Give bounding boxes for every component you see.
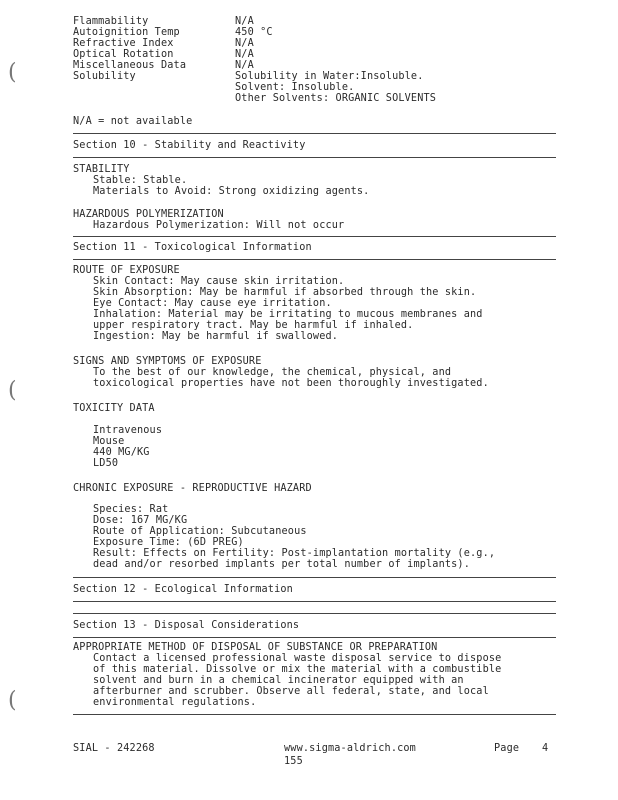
section-rule xyxy=(73,714,556,715)
section-rule xyxy=(73,236,556,237)
section-rule xyxy=(73,577,556,578)
section-header: Section 10 - Stability and Reactivity xyxy=(73,140,306,151)
section-rule xyxy=(73,637,556,638)
section-rule xyxy=(73,613,556,614)
property-label: Autoignition Temp xyxy=(73,27,180,38)
section-header: Section 12 - Ecological Information xyxy=(73,584,293,595)
body-text: toxicological properties have not been thoroughly investigated. xyxy=(93,378,489,389)
property-label: Optical Rotation xyxy=(73,49,174,60)
body-text: afterburner and scrubber. Observe all federal, state, and local xyxy=(93,686,489,697)
body-text: of this material. Dissolve or mix the material with a combustible xyxy=(93,664,502,675)
body-text: Dose: 167 MG/KG xyxy=(93,515,188,526)
section-rule xyxy=(73,259,556,260)
body-text: Mouse xyxy=(93,436,125,447)
subsection-title: APPROPRIATE METHOD OF DISPOSAL OF SUBSTANCE OR PREPARATION xyxy=(73,642,438,653)
body-text: Exposure Time: (6D PREG) xyxy=(93,537,244,548)
property-label: Refractive Index xyxy=(73,38,174,49)
body-text: Contact a licensed professional waste disposal service to dispose xyxy=(93,653,502,664)
footer-url[interactable]: www.sigma-aldrich.com xyxy=(284,743,416,754)
body-text: Inhalation: Material may be irritating to mucous membranes and xyxy=(93,309,483,320)
body-text: Eye Contact: May cause eye irritation. xyxy=(93,298,332,309)
body-text: Species: Rat xyxy=(93,504,169,515)
subsection-title: STABILITY xyxy=(73,164,130,175)
footer-doc-number: 155 xyxy=(284,756,303,767)
body-text: dead and/or resorbed implants per total number of implants). xyxy=(93,559,471,570)
binder-hole-mark: ( xyxy=(8,688,17,713)
body-text: LD50 xyxy=(93,458,119,469)
section-rule xyxy=(73,601,556,602)
body-text: solvent and burn in a chemical incinerator equipped with an xyxy=(93,675,464,686)
property-label: Flammability xyxy=(73,16,149,27)
section-header: Section 13 - Disposal Considerations xyxy=(73,620,300,631)
property-value: Solvent: Insoluble. xyxy=(235,82,355,93)
footer-page-label: Page xyxy=(494,743,520,754)
section-header: Section 11 - Toxicological Information xyxy=(73,242,312,253)
body-text: Skin Contact: May cause skin irritation. xyxy=(93,276,345,287)
property-value: Other Solvents: ORGANIC SOLVENTS xyxy=(235,93,437,104)
property-label: Solubility xyxy=(73,71,136,82)
property-value: N/A xyxy=(235,60,254,71)
binder-hole-mark: ( xyxy=(8,378,17,403)
subsection-title: ROUTE OF EXPOSURE xyxy=(73,265,180,276)
body-text: Stable: Stable. xyxy=(93,175,188,186)
footer-page-number: 4 xyxy=(542,743,549,754)
body-text: Hazardous Polymerization: Will not occur xyxy=(93,220,345,231)
binder-hole-mark: ( xyxy=(8,60,17,85)
body-text: Materials to Avoid: Strong oxidizing agents. xyxy=(93,186,370,197)
property-value: N/A xyxy=(235,38,254,49)
property-label: Miscellaneous Data xyxy=(73,60,187,71)
property-value: 450 °C xyxy=(235,27,273,38)
property-value: Solubility in Water:Insoluble. xyxy=(235,71,424,82)
section-rule xyxy=(73,133,556,134)
body-text: Ingestion: May be harmful if swallowed. xyxy=(93,331,339,342)
body-text: Skin Absorption: May be harmful if absorbed through the skin. xyxy=(93,287,477,298)
property-value: N/A xyxy=(235,49,254,60)
subsection-title: HAZARDOUS POLYMERIZATION xyxy=(73,209,224,220)
body-text: Route of Application: Subcutaneous xyxy=(93,526,307,537)
body-text: Intravenous xyxy=(93,425,163,436)
body-text: To the best of our knowledge, the chemical, physical, and xyxy=(93,367,452,378)
section-rule xyxy=(73,157,556,158)
body-text: upper respiratory tract. May be harmful if inhaled. xyxy=(93,320,414,331)
body-text: environmental regulations. xyxy=(93,697,257,708)
subsection-title: CHRONIC EXPOSURE - REPRODUCTIVE HAZARD xyxy=(73,483,312,494)
body-text: Result: Effects on Fertility: Post-implantation mortality (e.g., xyxy=(93,548,496,559)
na-note: N/A = not available xyxy=(73,116,193,127)
subsection-title: TOXICITY DATA xyxy=(73,403,155,414)
body-text: 440 MG/KG xyxy=(93,447,150,458)
property-value: N/A xyxy=(235,16,254,27)
subsection-title: SIGNS AND SYMPTOMS OF EXPOSURE xyxy=(73,356,262,367)
footer-code: SIAL - 242268 xyxy=(73,743,155,754)
